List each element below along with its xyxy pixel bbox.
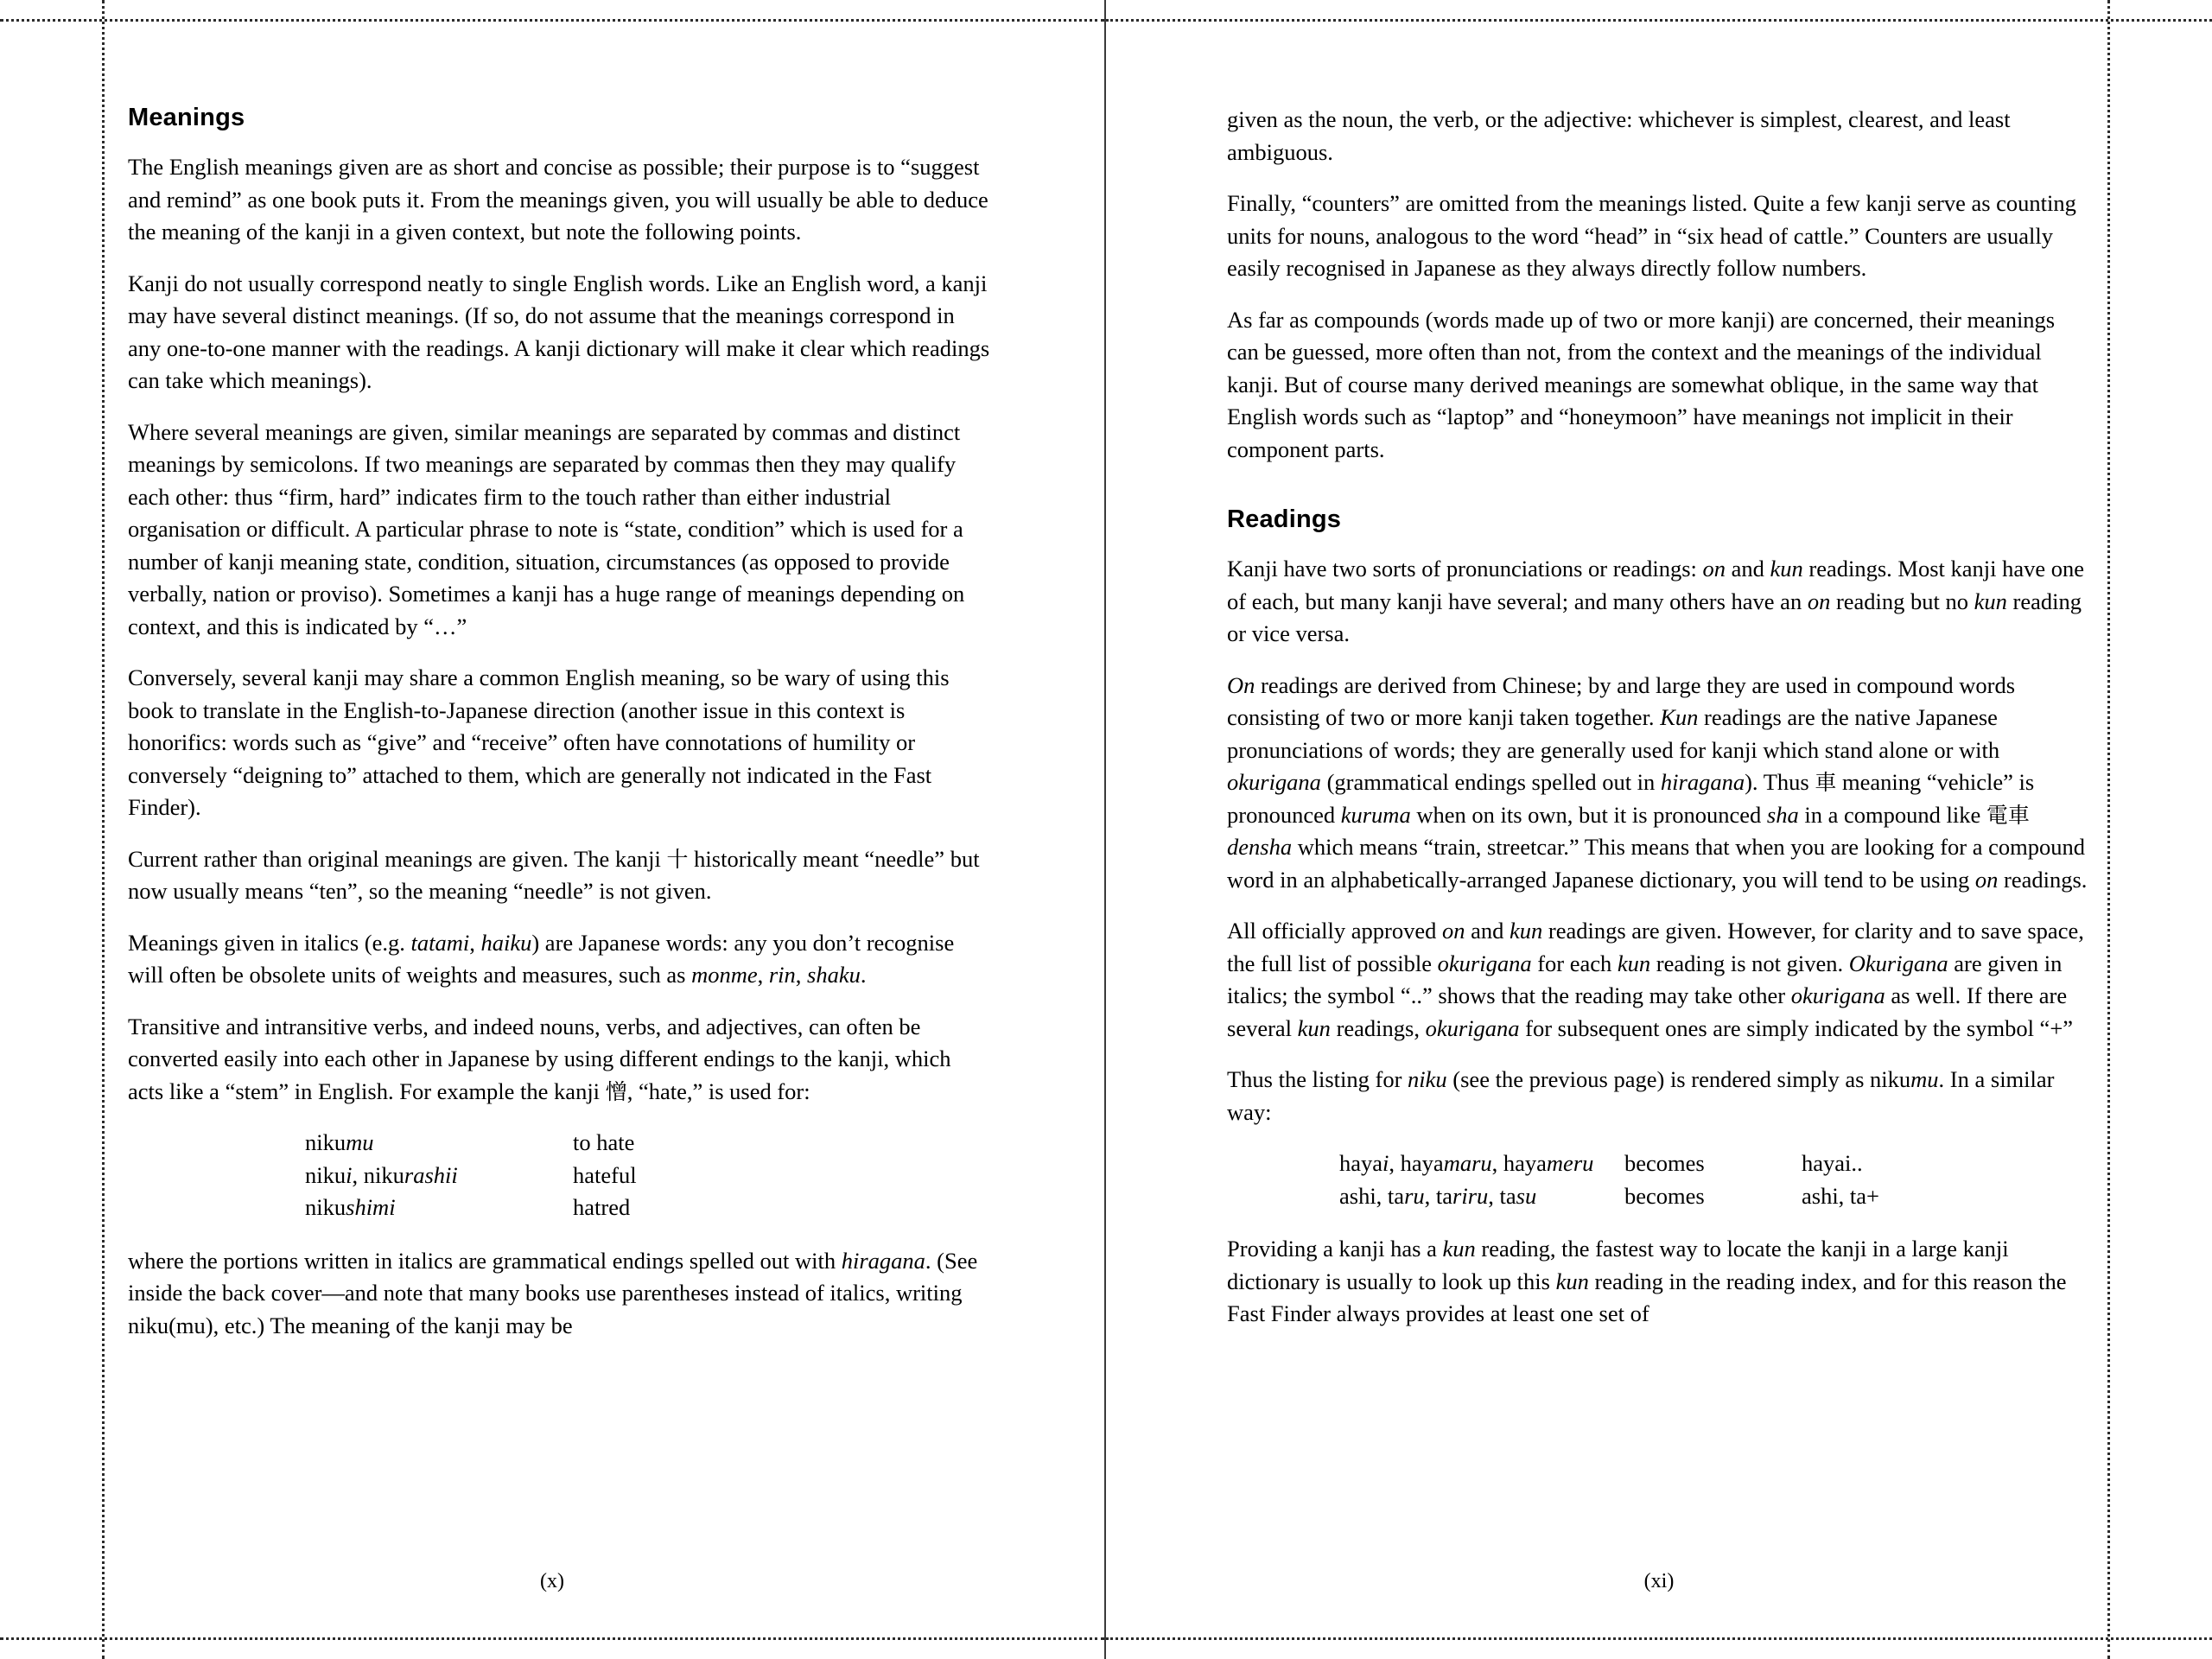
table-row: [128, 1160, 832, 1192]
italic-term-kun: Kun: [1660, 704, 1699, 730]
example-english: hatred: [573, 1194, 631, 1220]
italic-term-haiku: haiku: [480, 929, 532, 956]
example-english: to hate: [573, 1129, 635, 1155]
okurigana: i: [1382, 1150, 1389, 1176]
italic-term-sha: sha: [1766, 801, 1799, 828]
italic-term-kuruma: kuruma: [1340, 801, 1411, 828]
italic-term-monme: monme: [691, 962, 758, 988]
left-page-textblock: [128, 104, 992, 1342]
example-japanese: nikumu: [305, 1129, 374, 1155]
kanji-glyph-ten: 十: [666, 846, 689, 872]
italic-term-rin: rin: [768, 962, 796, 988]
table-row: [1227, 1147, 1974, 1180]
paragraph-current-meanings: [128, 843, 992, 908]
italic-term-niku: niku: [1408, 1066, 1447, 1092]
italic-term-hiragana: hiragana: [841, 1247, 925, 1274]
reading-result: ashi, ta+: [1802, 1182, 1880, 1209]
text-run: meaning “vehicle” is pronounced: [1227, 769, 2035, 828]
italic-term-hiragana: hiragana: [1660, 769, 1745, 795]
meanings-heading: Meanings: [128, 104, 245, 131]
text-run: when on its own, but it is pronounced: [1410, 801, 1767, 828]
table-row: [1227, 1180, 1974, 1213]
paragraph-on-kun-detail: [1227, 670, 2091, 897]
italic-term-kun: kun: [1555, 1268, 1589, 1294]
italic-term-okurigana: Okurigana: [1848, 950, 1948, 976]
okurigana: i: [346, 1161, 353, 1188]
text-run: (grammatical endings spelled out in: [1320, 769, 1661, 795]
paragraph-approved-readings: All officially approved on and kun readings are given. However, for clarity and to save space, the full list of possible okurigana for each kun reading is not given. Okurigana are given in italics; the symbol “..” shows that the reading may take other okurigana as well. If there are several kun readings, okurigana for subsequent ones are simply indicated by the symbol “+”: [1227, 918, 2084, 1041]
text-after-kanji: historically meant “needle” but now usually means “ten”, so the meaning “needle” is not given.: [128, 845, 980, 904]
paragraph-hiragana-note: where the portions written in italics are grammatical endings spelled out with hiragana. (See inside the back cover—and note that many books use parentheses instead of italics, writing niku(mu), etc.) The meaning of the kanji may be: [128, 1247, 978, 1338]
reading-forms: ashi, taru, tariru, tasu: [1339, 1182, 1537, 1209]
okurigana: meru: [1546, 1150, 1594, 1176]
paragraph: Kanji do not usually correspond neatly to single English words. Like an English word, a kanji may have several distinct meanings. (If so, do not assume that the meanings correspond in any one-to-one manner with the readings. A kanji dictionary will make it clear which readings can take which meanings).: [128, 270, 990, 393]
okurigana: su: [1516, 1182, 1537, 1209]
italic-term-tatami: tatami: [410, 929, 470, 956]
paragraph: Conversely, several kanji may share a common English meaning, so be wary of using this book to translate in the English-to-Japanese direction (another issue in this context is honorifics: words such as “give” and “receive” often have connotations of humility or conversely “deigning to” attached to them, which are generally not indicated in the Fast Finder).: [128, 664, 950, 820]
readings-example-table: [1227, 1147, 1974, 1212]
italic-term-densha: densha: [1227, 834, 1293, 860]
italic-term-kun: kun: [1974, 588, 2007, 614]
paragraph: Where several meanings are given, similar meanings are separated by commas and distinct meanings by semicolons. If two meanings are separated by commas then they may qualify each other: thus “firm, hard” indicates firm to the touch rather than either industrial organisation or difficult. A particular phrase to note is “state, condition” which is used for a number of kanji meaning state, condition, situation, circumstances (as opposed to provide verbally, nation or proviso). Sometimes a kanji has a huge range of meanings depending on context, and this is indicated by “…”: [128, 418, 965, 639]
text-run: readings.: [1998, 866, 2088, 893]
left-page-edge-rule: [102, 0, 105, 1659]
italic-term-kun: kun: [1770, 556, 1803, 582]
right-page-edge-rule: [2107, 0, 2110, 1659]
paragraph-kun-lookup: Providing a kanji has a kun reading, the fastest way to locate the kanji in a large kanji dictionary is usually to look up this kun reading in the reading index, and for this reason the Fast Finder always provides at least one set of: [1227, 1236, 2067, 1326]
text-run: ). Thus: [1745, 769, 1815, 795]
reading-result: hayai..: [1802, 1150, 1863, 1176]
paragraph: Finally, “counters” are omitted from the meanings listed. Quite a few kanji serve as counting units for nouns, analogous to the word “head” in “six head of cattle.” Counters are usually easily recognised in Japanese as they always directly follow numbers.: [1227, 190, 2076, 281]
text-run: which means “train, streetcar.” This means that when you are looking for a compound word in an alphabetically-arranged Japanese dictionary, you will tend to be using: [1227, 834, 2085, 893]
right-page: [1106, 0, 2212, 1659]
example-english: hateful: [573, 1161, 637, 1188]
table-row: [128, 1192, 832, 1224]
paragraph: given as the noun, the verb, or the adjective: whichever is simplest, clearest, and least ambiguous.: [1227, 106, 2011, 165]
italic-term-shaku: shaku: [807, 962, 861, 988]
niku-example-table: [128, 1127, 832, 1224]
italic-term-okurigana: okurigana: [1437, 950, 1532, 976]
example-japanese: nikushimi: [305, 1194, 396, 1220]
italic-term-okurigana: okurigana: [1227, 769, 1321, 795]
kanji-glyph-hate: 憎: [605, 1078, 627, 1104]
okurigana: mu: [1910, 1066, 1939, 1092]
okurigana: mu: [346, 1129, 374, 1155]
okurigana: riru: [1452, 1182, 1489, 1209]
right-page-top-rule: [1106, 19, 2212, 22]
paragraph-transitive: Transitive and intransitive verbs, and indeed nouns, verbs, and adjectives, can often be converted easily into each other in Japanese by using different endings to the kanji, which acts like a “stem” in English. For example the kanji 憎, “hate,” is used for:: [128, 1013, 951, 1104]
right-page-textblock: [1227, 104, 2091, 1331]
reading-forms: hayai, hayamaru, hayameru: [1339, 1150, 1594, 1176]
okurigana: ru: [1404, 1182, 1425, 1209]
paragraph-niku-listing: Thus the listing for niku (see the previous page) is rendered simply as nikumu. In a similar way:: [1227, 1066, 2055, 1125]
paragraph-italics-meanings: Meanings given in italics (e.g. tatami, haiku) are Japanese words: any you don’t recognise will often be obsolete units of weights and measures, such as monme, rin, shaku.: [128, 929, 955, 988]
example-japanese: nikui, nikurashii: [305, 1161, 458, 1188]
italic-term-kun: kun: [1510, 918, 1543, 944]
italic-term-on: on: [1807, 588, 1831, 614]
kanji-glyph-densha: 電車: [1986, 802, 2030, 828]
okurigana: shimi: [346, 1194, 396, 1220]
table-row: [128, 1127, 832, 1160]
folio-left: (x): [540, 1570, 564, 1592]
text-run: readings are derived from Chinese; by and large they are used in compound words consisting of two or more kanji taken together.: [1227, 671, 2016, 730]
paragraph-readings-intro: Kanji have two sorts of pronunciations or readings: on and kun readings. Most kanji have one of each, but many kanji have several; and many others have an on reading but no kun reading or vice versa.: [1227, 556, 2085, 646]
left-page-top-rule: [0, 19, 1104, 22]
kanji-glyph-vehicle: 車: [1815, 770, 1837, 795]
italic-term-on: on: [1702, 556, 1726, 582]
right-page-bottom-rule: [1106, 1637, 2212, 1640]
left-page-bottom-rule: [0, 1637, 1104, 1640]
paragraph: The English meanings given are as short and concise as possible; their purpose is to “suggest and remind” as one book puts it. From the meanings given, you will usually be able to deduce the meaning of the kanji in a given context, but note the following points.: [128, 154, 988, 245]
italic-term-on: on: [1974, 866, 1999, 893]
reading-relation: becomes: [1624, 1182, 1705, 1209]
readings-heading: Readings: [1227, 505, 1342, 533]
okurigana: maru: [1443, 1150, 1492, 1176]
text-run: readings are the native Japanese pronunciations of words; they are generally used for kanji which stand alone or with: [1227, 704, 2000, 763]
text-run: in a compound like: [1798, 801, 1986, 828]
folio-right: (xi): [1643, 1570, 1675, 1592]
okurigana: rashii: [404, 1161, 458, 1188]
italic-term-on: on: [1441, 918, 1465, 944]
text-before-kanji: Current rather than original meanings are given. The kanji: [128, 845, 667, 872]
italic-term-kun: kun: [1442, 1236, 1476, 1262]
italic-term-okurigana: okurigana: [1425, 1014, 1520, 1041]
italic-term-kun: kun: [1297, 1014, 1331, 1041]
italic-term-kun: kun: [1617, 950, 1651, 976]
italic-term-on: On: [1227, 671, 1255, 698]
reading-relation: becomes: [1624, 1150, 1705, 1176]
paragraph: As far as compounds (words made up of two or more kanji) are concerned, their meanings can be guessed, more often than not, from the context and the meanings of the individual kanji. But of course many derived meanings are somewhat oblique, in the same way that English words such as “laptop” and “honeymoon” have meanings not implicit in their component parts.: [1227, 306, 2056, 462]
italic-term-okurigana: okurigana: [1790, 982, 1885, 1008]
